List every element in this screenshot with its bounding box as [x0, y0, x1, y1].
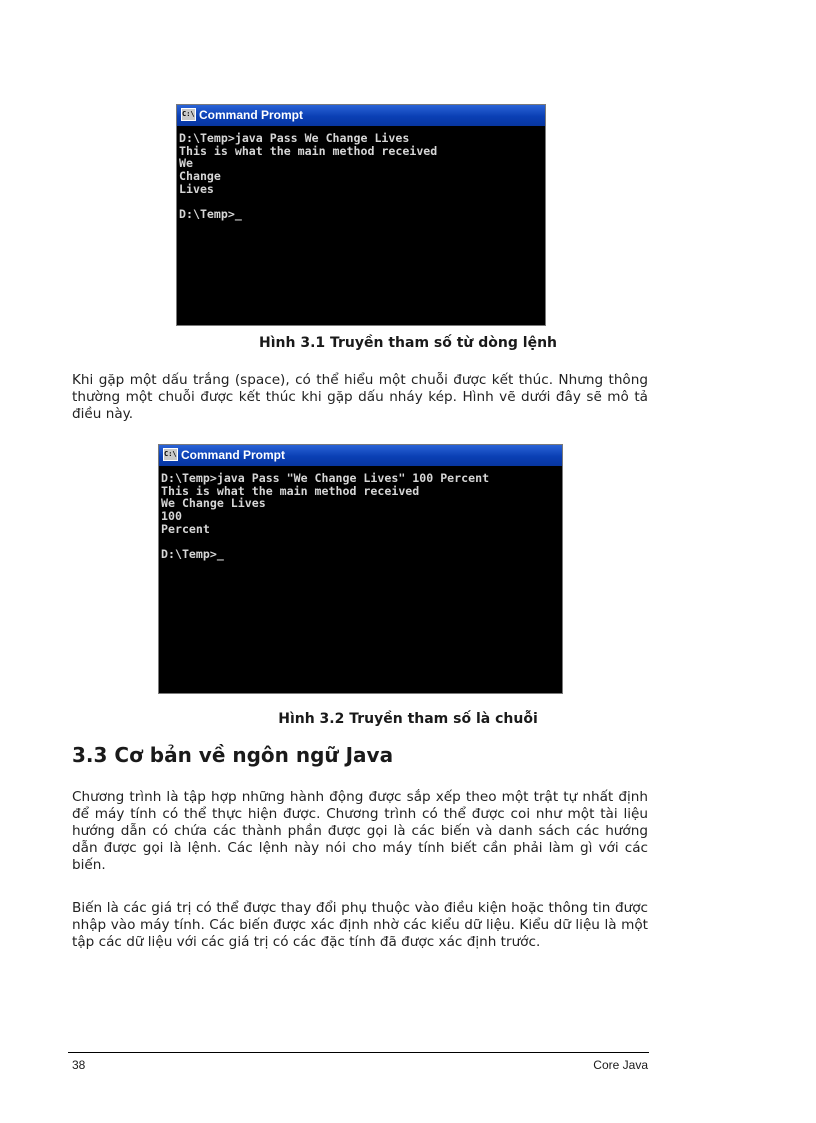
console-line: D:\Temp>java Pass We Change Lives	[179, 131, 410, 145]
console-line: This is what the main method received	[161, 483, 420, 498]
console-line: This is what the main method received	[179, 143, 438, 158]
console-line: 100	[161, 509, 182, 524]
page-number: 38	[72, 1058, 86, 1072]
console-line: We Change Lives	[161, 496, 266, 511]
window-title-bar	[177, 105, 545, 126]
command-prompt-icon: C:\	[163, 448, 178, 461]
console-line: We	[179, 156, 193, 171]
paragraph-variable-definition: Biến là các giá trị có thể được thay đổi phụ thuộc vào điều kiện hoặc thông tin được nhập vào máy tính. Các biến được xác định nhờ các kiểu dữ liệu. Kiểu dữ liệu là một tập các dữ liệu với các giá trị có các đặc tính đã được xác định trước.	[72, 900, 648, 950]
book-title: Core Java	[593, 1058, 648, 1072]
section-heading: 3.3 Cơ bản về ngôn ngữ Java	[72, 743, 394, 767]
console-prompt: D:\Temp>_	[161, 547, 224, 562]
window-title: Command Prompt	[181, 448, 286, 462]
window-title: Command Prompt	[199, 108, 304, 122]
console-line: Change	[179, 169, 221, 184]
command-prompt-window-2	[158, 444, 563, 694]
console-output	[159, 466, 562, 561]
command-prompt-window-1	[176, 104, 546, 326]
figure-caption-1: Hình 3.1 Truyền tham số từ dòng lệnh	[259, 335, 557, 351]
paragraph-program-definition: Chương trình là tập hợp những hành động được sắp xếp theo một trật tự nhất định để máy tính có thể thực hiện được. Chương trình có thể được coi như một tài liệu hướng dẫn có chứa các thành phần được gọi là các biến và danh sách các hướng dẫn được gọi là lệnh. Các lệnh này nói cho máy tính biết cần phải làm gì với các biến.	[72, 789, 648, 873]
console-output	[177, 126, 545, 221]
command-prompt-icon: C:\	[181, 108, 196, 121]
window-title-bar	[159, 445, 562, 466]
footer-rule	[68, 1052, 649, 1053]
console-line: D:\Temp>java Pass "We Change Lives" 100 Percent	[161, 471, 490, 485]
console-line: Lives	[179, 181, 214, 196]
console-line: Percent	[161, 521, 210, 536]
paragraph-space-string: Khi gặp một dấu trắng (space), có thể hiểu một chuỗi được kết thúc. Nhưng thông thường một chuỗi được kết thúc khi gặp dấu nháy kép. Hình vẽ dưới đây sẽ mô tả điều này.	[72, 372, 648, 422]
figure-caption-2: Hình 3.2 Truyền tham số là chuỗi	[278, 711, 538, 727]
console-prompt: D:\Temp>_	[179, 207, 242, 222]
